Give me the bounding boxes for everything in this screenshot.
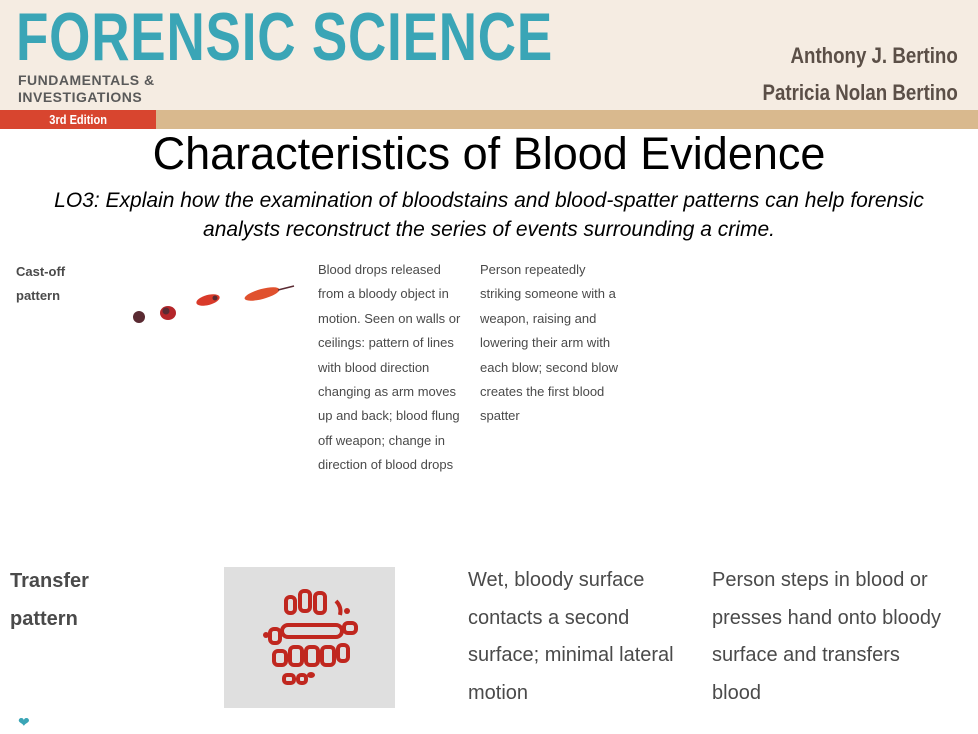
corner-mark-icon: ❤ [18,714,30,730]
transfer-description: Wet, bloody surface contacts a second surface; minimal lateral motion [468,569,674,704]
blood-drop-4 [243,285,280,304]
learning-objective: LO3: Explain how the examination of bloodstains and blood-spatter patterns can help forensic analysts reconstruct the series of events surrounding a crime. [54,189,924,241]
transfer-pattern-image [224,567,395,708]
edition-label: 3rd Edition [49,112,108,127]
author-1: Anthony J. Bertino [790,43,958,68]
blood-drop-1 [133,311,145,323]
blood-drop-3 [195,292,221,308]
book-title: FORENSIC SCIENCE [16,0,554,75]
slide-title: Characteristics of Blood Evidence [152,128,826,179]
bloody-footprint-icon [224,567,395,708]
transfer-label: Transfer pattern [10,570,89,630]
book-subtitle-line2: INVESTIGATIONS [18,89,143,105]
transfer-example: Person steps in blood or presses hand onto bloody surface and transfers blood [712,569,942,704]
castoff-example: Person repeatedly striking someone with a weapon, raising and lowering their arm with each blow; second blow creates the first blood spatter [480,262,619,424]
castoff-label: Cast-off pattern [16,264,66,303]
castoff-drops-illustration [126,280,298,330]
book-banner [0,0,978,110]
castoff-description: Blood drops released from a bloody object in motion. Seen on walls or ceilings: pattern of lines with blood direction changing as arm moves up and back; blood flung off weapon; change in direction of blood drops [318,262,461,473]
book-subtitle-line1: FUNDAMENTALS & [18,72,155,88]
author-2: Patricia Nolan Bertino [762,80,958,105]
